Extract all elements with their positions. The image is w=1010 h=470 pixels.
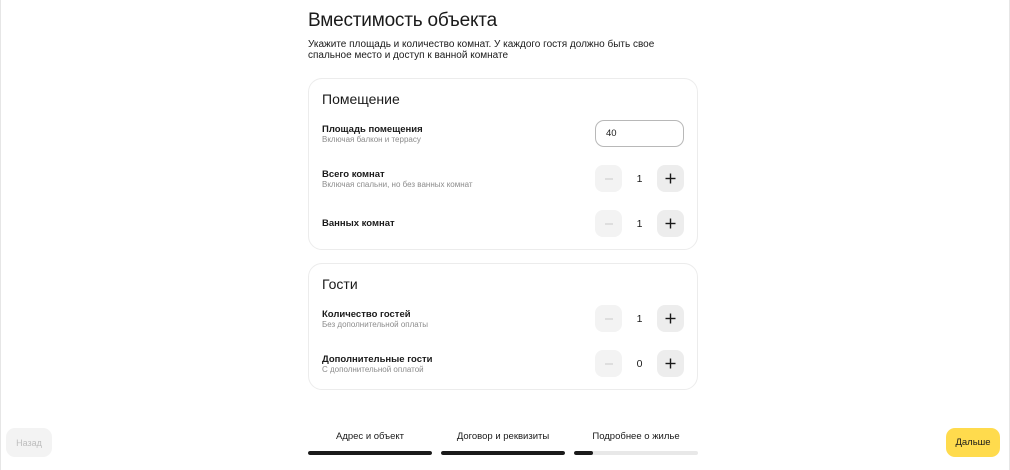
area-hint: Включая балкон и террасу: [322, 135, 421, 144]
total-rooms-stepper: [595, 165, 684, 192]
extra-guests-stepper: [595, 350, 684, 377]
guest-count-stepper: [595, 305, 684, 332]
bathrooms-stepper: [595, 210, 684, 237]
plus-icon: [665, 218, 676, 229]
step-label: Подробнее о жилье: [592, 431, 680, 442]
minus-icon: [604, 359, 614, 369]
back-button[interactable]: Назад: [6, 428, 52, 457]
bathrooms-decrement-button[interactable]: [595, 210, 622, 237]
area-input[interactable]: [595, 120, 684, 147]
minus-icon: [604, 174, 614, 184]
page-subtitle: Укажите площадь и количество комнат. У каждого гостя должно быть свое спальное место и доступ к ванной комнате: [308, 39, 655, 61]
minus-icon: [604, 314, 614, 324]
step-progress-fill: [574, 451, 593, 455]
plus-icon: [665, 313, 676, 324]
area-label: Площадь помещения: [322, 124, 423, 135]
guest-count-label: Количество гостей: [322, 309, 411, 320]
total-rooms-label: Всего комнат: [322, 169, 385, 180]
page-header: [308, 0, 698, 61]
step-address[interactable]: [308, 431, 432, 442]
step-contract[interactable]: [441, 431, 565, 442]
guest-count-value: 1: [636, 312, 643, 325]
step-progress-bar: [574, 451, 698, 455]
step-progress-fill: [308, 451, 432, 455]
rooms-card-title: Помещение: [322, 91, 400, 107]
extra-guests-row: [322, 354, 684, 382]
page-title: Вместимость объекта: [308, 10, 497, 31]
total-rooms-value: 1: [636, 172, 643, 185]
guest-count-decrement-button[interactable]: [595, 305, 622, 332]
total-rooms-row: [322, 169, 684, 197]
guest-count-hint: Без дополнительной оплаты: [322, 320, 428, 329]
step-progress-bar: [441, 451, 565, 455]
extra-guests-decrement-button[interactable]: [595, 350, 622, 377]
minus-icon: [604, 219, 614, 229]
plus-icon: [665, 173, 676, 184]
plus-icon: [665, 358, 676, 369]
guests-card: [308, 263, 698, 390]
step-label: Адрес и объект: [335, 431, 405, 442]
rooms-card: [308, 78, 698, 250]
extra-guests-hint: С дополнительной оплатой: [322, 365, 424, 374]
extra-guests-label: Дополнительные гости: [322, 354, 433, 365]
total-rooms-increment-button[interactable]: [657, 165, 684, 192]
bathrooms-row: [322, 214, 684, 242]
progress-steps: [308, 431, 698, 457]
step-details[interactable]: [574, 431, 698, 442]
step-progress-fill: [441, 451, 565, 455]
guests-card-title: Гости: [322, 276, 358, 292]
step-label: Договор и реквизиты: [456, 431, 550, 442]
bathrooms-value: 1: [636, 217, 643, 230]
total-rooms-decrement-button[interactable]: [595, 165, 622, 192]
extra-guests-value: 0: [636, 357, 643, 370]
bathrooms-label: Ванных комнат: [322, 218, 395, 229]
extra-guests-increment-button[interactable]: [657, 350, 684, 377]
guest-count-increment-button[interactable]: [657, 305, 684, 332]
guest-count-row: [322, 309, 684, 337]
next-button[interactable]: Дальше: [946, 428, 1000, 457]
bathrooms-increment-button[interactable]: [657, 210, 684, 237]
step-progress-bar: [308, 451, 432, 455]
total-rooms-hint: Включая спальни, но без ванных комнат: [322, 180, 473, 189]
area-row: [322, 124, 684, 152]
